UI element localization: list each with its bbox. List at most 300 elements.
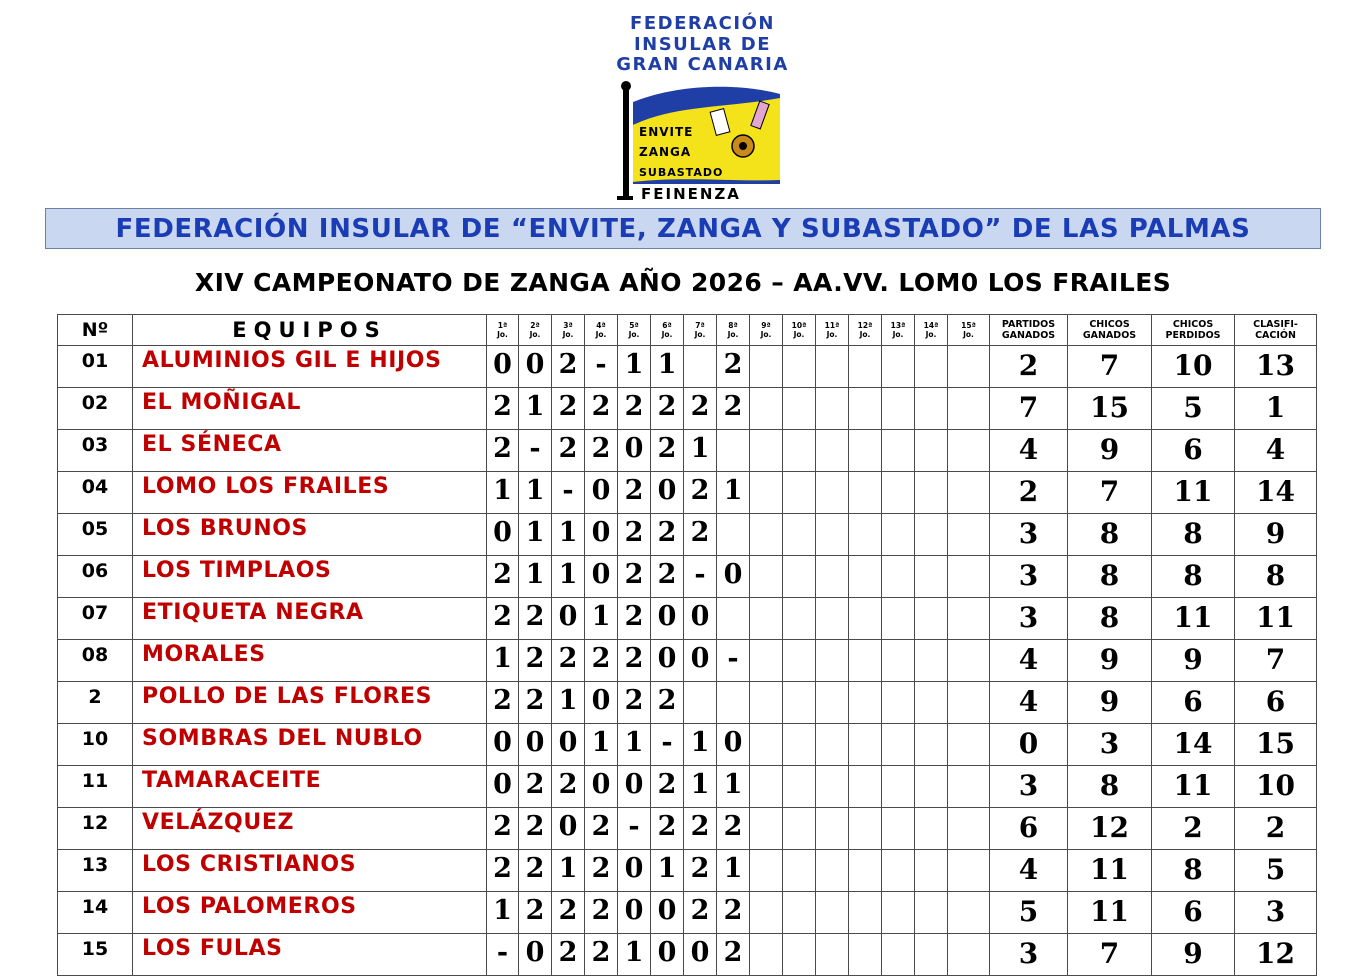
chicos-perdidos-value: 9	[1152, 934, 1235, 976]
round-result: 0	[684, 934, 717, 976]
round-result	[915, 640, 948, 682]
round-result: 0	[618, 892, 651, 934]
round-result: 2	[519, 766, 552, 808]
round-result: 2	[618, 514, 651, 556]
header-round-1-line-1: 1ª	[497, 321, 508, 330]
round-result: 2	[585, 850, 618, 892]
round-result: 2	[519, 598, 552, 640]
chicos-ganados-value: 11	[1068, 850, 1152, 892]
team-number: 05	[58, 514, 133, 556]
round-result	[948, 892, 990, 934]
round-result: 2	[618, 682, 651, 724]
round-result	[783, 892, 816, 934]
chicos-perdidos-value: 6	[1152, 430, 1235, 472]
round-result	[849, 934, 882, 976]
header-round-12	[849, 315, 882, 346]
round-result: -	[651, 724, 684, 766]
header-round-8-line-2: Jo.	[727, 330, 739, 339]
chicos-perdidos-value: 11	[1152, 472, 1235, 514]
header-round-5	[618, 315, 651, 346]
round-result: 1	[552, 682, 585, 724]
round-result: -	[552, 472, 585, 514]
round-result	[816, 934, 849, 976]
round-result: 2	[552, 892, 585, 934]
round-result	[684, 346, 717, 388]
round-result	[948, 724, 990, 766]
round-result	[816, 640, 849, 682]
team-number: 2	[58, 682, 133, 724]
round-result	[816, 472, 849, 514]
header-round-6-line-1: 6ª	[662, 321, 672, 330]
header-teams: EQUIPOS	[133, 315, 487, 346]
header-clasificacion-line-2: CACIÓN	[1255, 330, 1296, 341]
round-result	[882, 598, 915, 640]
header-round-1-line-2: Jo.	[497, 330, 508, 339]
round-result: 1	[487, 640, 519, 682]
round-result: 1	[552, 556, 585, 598]
header-chicos-perdidos-line-1: CHICOS	[1172, 319, 1214, 330]
partidos-ganados-value: 3	[990, 766, 1068, 808]
round-result: 1	[519, 388, 552, 430]
team-number: 14	[58, 892, 133, 934]
round-result: 2	[717, 934, 750, 976]
clasificacion-value: 1	[1235, 388, 1317, 430]
header-round-12-line-1: 12ª	[857, 321, 873, 330]
round-result	[816, 430, 849, 472]
header-round-4-line-1: 4ª	[596, 321, 606, 330]
emblem-word-feinenza: FEINENZA	[641, 185, 741, 202]
round-result: 0	[552, 808, 585, 850]
team-name: LOS PALOMEROS	[133, 892, 487, 934]
clasificacion-value: 4	[1235, 430, 1317, 472]
table-row	[58, 430, 1317, 472]
header-chicos-ganados-line-1: CHICOS	[1089, 319, 1130, 330]
federation-emblem-icon	[615, 80, 785, 202]
chicos-perdidos-value: 8	[1152, 850, 1235, 892]
round-result	[816, 724, 849, 766]
round-result: 2	[684, 892, 717, 934]
round-result	[915, 430, 948, 472]
round-result	[750, 640, 783, 682]
round-result	[816, 598, 849, 640]
round-result: 1	[618, 724, 651, 766]
round-result	[783, 514, 816, 556]
header-partidos-ganados	[990, 315, 1068, 346]
round-result	[882, 346, 915, 388]
round-result: 1	[618, 934, 651, 976]
round-result	[783, 598, 816, 640]
round-result: 2	[585, 388, 618, 430]
team-name: ALUMINIOS GIL E HIJOS	[133, 346, 487, 388]
header-round-6	[651, 315, 684, 346]
round-result	[915, 472, 948, 514]
round-result	[948, 640, 990, 682]
round-result	[882, 892, 915, 934]
clasificacion-value: 6	[1235, 682, 1317, 724]
round-result: 0	[519, 346, 552, 388]
header-round-3-line-2: Jo.	[562, 330, 574, 339]
emblem-word-subastado: SUBASTADO	[639, 166, 724, 179]
team-number: 13	[58, 850, 133, 892]
round-result	[750, 850, 783, 892]
clasificacion-value: 7	[1235, 640, 1317, 682]
round-result	[717, 598, 750, 640]
partidos-ganados-value: 3	[990, 934, 1068, 976]
header-round-4-line-2: Jo.	[595, 330, 607, 339]
round-result: 2	[487, 556, 519, 598]
round-result: 1	[651, 850, 684, 892]
logo-title-line-3: GRAN CANARIA	[616, 54, 789, 75]
chicos-ganados-value: 8	[1068, 766, 1152, 808]
partidos-ganados-value: 3	[990, 598, 1068, 640]
clasificacion-value: 11	[1235, 598, 1317, 640]
round-result	[915, 934, 948, 976]
chicos-ganados-value: 7	[1068, 346, 1152, 388]
partidos-ganados-value: 4	[990, 640, 1068, 682]
round-result	[783, 766, 816, 808]
table-row	[58, 850, 1317, 892]
round-result: 2	[519, 850, 552, 892]
header-round-11-line-2: Jo.	[826, 330, 838, 339]
table-row	[58, 934, 1317, 976]
round-result	[882, 724, 915, 766]
round-result: 0	[717, 724, 750, 766]
header-round-9-line-1: 9ª	[761, 321, 771, 330]
round-result	[948, 682, 990, 724]
round-result: 2	[618, 640, 651, 682]
round-result	[915, 556, 948, 598]
chicos-ganados-value: 8	[1068, 598, 1152, 640]
round-result	[684, 682, 717, 724]
partidos-ganados-value: 3	[990, 514, 1068, 556]
round-result	[948, 808, 990, 850]
round-result: 2	[651, 388, 684, 430]
team-number: 10	[58, 724, 133, 766]
header-round-14	[915, 315, 948, 346]
header-round-10-line-1: 10ª	[791, 321, 807, 330]
chicos-perdidos-value: 9	[1152, 640, 1235, 682]
round-result: 2	[684, 850, 717, 892]
round-result: 2	[651, 766, 684, 808]
header-round-9	[750, 315, 783, 346]
round-result	[849, 850, 882, 892]
team-name: MORALES	[133, 640, 487, 682]
partidos-ganados-value: 2	[990, 472, 1068, 514]
table-header-row	[58, 315, 1317, 346]
round-result	[915, 724, 948, 766]
team-number: 01	[58, 346, 133, 388]
round-result: 1	[519, 556, 552, 598]
round-result: 2	[552, 934, 585, 976]
clasificacion-value: 2	[1235, 808, 1317, 850]
round-result: 2	[552, 640, 585, 682]
header-partidos-ganados-line-1: PARTIDOS	[1001, 319, 1056, 330]
round-result	[882, 430, 915, 472]
header-round-15	[948, 315, 990, 346]
chicos-ganados-value: 8	[1068, 556, 1152, 598]
header-round-7-line-2: Jo.	[694, 330, 706, 339]
standings-table	[57, 314, 1317, 976]
header-round-10	[783, 315, 816, 346]
header-round-4	[585, 315, 618, 346]
header-chicos-perdidos	[1152, 315, 1235, 346]
round-result: 1	[552, 850, 585, 892]
chicos-ganados-value: 9	[1068, 682, 1152, 724]
chicos-perdidos-value: 6	[1152, 892, 1235, 934]
round-result	[849, 556, 882, 598]
header-round-8-line-1: 8ª	[728, 321, 738, 330]
round-result	[915, 346, 948, 388]
round-result: 0	[552, 724, 585, 766]
round-result: 2	[552, 766, 585, 808]
round-result	[816, 808, 849, 850]
round-result	[816, 892, 849, 934]
header-round-3-line-1: 3ª	[563, 321, 573, 330]
header-round-8	[717, 315, 750, 346]
partidos-ganados-value: 0	[990, 724, 1068, 766]
round-result	[816, 388, 849, 430]
chicos-ganados-value: 12	[1068, 808, 1152, 850]
round-result: 1	[487, 472, 519, 514]
round-result: 0	[519, 934, 552, 976]
round-result: 1	[618, 346, 651, 388]
team-name: LOMO LOS FRAILES	[133, 472, 487, 514]
team-number: 02	[58, 388, 133, 430]
team-name: LOS BRUNOS	[133, 514, 487, 556]
round-result	[882, 682, 915, 724]
round-result	[750, 556, 783, 598]
round-result	[849, 346, 882, 388]
team-name: LOS TIMPLAOS	[133, 556, 487, 598]
team-number: 12	[58, 808, 133, 850]
chicos-perdidos-value: 5	[1152, 388, 1235, 430]
round-result	[915, 682, 948, 724]
round-result: 0	[585, 514, 618, 556]
round-result	[948, 766, 990, 808]
header-round-13-line-1: 13ª	[890, 321, 906, 330]
table-row	[58, 808, 1317, 850]
championship-title: XIV CAMPEONATO DE ZANGA AÑO 2026 – AA.VV. LOM0 LOS FRAILES	[194, 268, 1172, 297]
round-result: 2	[585, 934, 618, 976]
round-result: 2	[585, 640, 618, 682]
round-result	[783, 346, 816, 388]
partidos-ganados-value: 2	[990, 346, 1068, 388]
round-result	[915, 892, 948, 934]
round-result	[750, 598, 783, 640]
round-result: 2	[651, 514, 684, 556]
team-number: 07	[58, 598, 133, 640]
round-result	[882, 808, 915, 850]
round-result: 2	[519, 892, 552, 934]
round-result: 2	[552, 388, 585, 430]
chicos-perdidos-value: 11	[1152, 766, 1235, 808]
clasificacion-value: 9	[1235, 514, 1317, 556]
chicos-perdidos-value: 10	[1152, 346, 1235, 388]
round-result: 2	[684, 472, 717, 514]
round-result: 1	[684, 724, 717, 766]
header-round-2	[519, 315, 552, 346]
table-row	[58, 346, 1317, 388]
clasificacion-value: 10	[1235, 766, 1317, 808]
round-result	[849, 388, 882, 430]
round-result	[849, 430, 882, 472]
chicos-perdidos-value: 11	[1152, 598, 1235, 640]
team-number: 08	[58, 640, 133, 682]
round-result	[849, 472, 882, 514]
round-result: 2	[684, 808, 717, 850]
table-row	[58, 640, 1317, 682]
round-result	[750, 766, 783, 808]
round-result: 1	[651, 346, 684, 388]
header-round-13-line-2: Jo.	[892, 330, 904, 339]
round-result	[750, 472, 783, 514]
round-result: -	[717, 640, 750, 682]
round-result: 2	[519, 682, 552, 724]
round-result	[948, 556, 990, 598]
round-result: -	[519, 430, 552, 472]
round-result	[816, 514, 849, 556]
round-result: 2	[585, 430, 618, 472]
clasificacion-value: 3	[1235, 892, 1317, 934]
round-result	[816, 682, 849, 724]
round-result	[948, 598, 990, 640]
team-number: 04	[58, 472, 133, 514]
round-result: 2	[618, 472, 651, 514]
round-result	[882, 472, 915, 514]
table-row	[58, 892, 1317, 934]
clasificacion-value: 8	[1235, 556, 1317, 598]
round-result	[783, 640, 816, 682]
round-result	[783, 934, 816, 976]
header-clasificacion	[1235, 315, 1317, 346]
round-result: 2	[618, 556, 651, 598]
round-result	[849, 724, 882, 766]
round-result: 2	[487, 598, 519, 640]
round-result: 0	[684, 598, 717, 640]
logo-title	[595, 14, 810, 76]
partidos-ganados-value: 6	[990, 808, 1068, 850]
header-round-1	[487, 315, 519, 346]
round-result: 2	[487, 850, 519, 892]
round-result: 0	[651, 934, 684, 976]
round-result	[750, 934, 783, 976]
round-result	[783, 850, 816, 892]
round-result: 0	[651, 892, 684, 934]
round-result: 1	[585, 724, 618, 766]
round-result	[816, 850, 849, 892]
round-result: 1	[717, 472, 750, 514]
round-result	[783, 430, 816, 472]
round-result: 2	[684, 514, 717, 556]
round-result: 2	[684, 388, 717, 430]
team-name: ETIQUETA NEGRA	[133, 598, 487, 640]
round-result	[849, 892, 882, 934]
clasificacion-value: 12	[1235, 934, 1317, 976]
round-result	[849, 808, 882, 850]
team-number: 03	[58, 430, 133, 472]
header-round-5-line-1: 5ª	[629, 321, 639, 330]
round-result	[849, 766, 882, 808]
table-row	[58, 388, 1317, 430]
logo-title-line-2: INSULAR DE	[633, 33, 772, 55]
team-number: 15	[58, 934, 133, 976]
round-result	[948, 388, 990, 430]
round-result: 2	[519, 808, 552, 850]
partidos-ganados-value: 7	[990, 388, 1068, 430]
header-round-9-line-2: Jo.	[760, 330, 772, 339]
round-result: 2	[717, 346, 750, 388]
round-result: 0	[618, 430, 651, 472]
round-result	[882, 388, 915, 430]
round-result: 2	[552, 346, 585, 388]
round-result: 0	[487, 514, 519, 556]
clasificacion-value: 14	[1235, 472, 1317, 514]
header-chicos-ganados	[1068, 315, 1152, 346]
emblem-word-envite: ENVITE	[639, 125, 694, 139]
round-result: 0	[618, 766, 651, 808]
table-row	[58, 472, 1317, 514]
round-result: 1	[519, 514, 552, 556]
round-result	[882, 766, 915, 808]
table-row	[58, 514, 1317, 556]
header-round-11-line-1: 11ª	[824, 321, 840, 330]
round-result	[915, 388, 948, 430]
round-result	[750, 682, 783, 724]
header-round-2-line-1: 2ª	[530, 321, 540, 330]
round-result	[750, 724, 783, 766]
round-result: 0	[585, 472, 618, 514]
round-result: 1	[684, 766, 717, 808]
header-chicos-perdidos-line-2: PERDIDOS	[1165, 330, 1221, 341]
round-result: 0	[552, 598, 585, 640]
round-result	[783, 556, 816, 598]
round-result	[849, 514, 882, 556]
header-round-2-line-2: Jo.	[529, 330, 541, 339]
round-result	[783, 388, 816, 430]
round-result: 2	[552, 430, 585, 472]
team-name: TAMARACEITE	[133, 766, 487, 808]
team-name: VELÁZQUEZ	[133, 808, 487, 850]
header-partidos-ganados-line-2: GANADOS	[1001, 330, 1056, 341]
round-result: 2	[717, 808, 750, 850]
header-round-14-line-1: 14ª	[923, 321, 939, 330]
round-result	[915, 850, 948, 892]
round-result: 2	[717, 892, 750, 934]
round-result	[717, 682, 750, 724]
round-result	[717, 514, 750, 556]
round-result	[849, 640, 882, 682]
table-row	[58, 724, 1317, 766]
round-result: 0	[585, 766, 618, 808]
round-result	[783, 472, 816, 514]
round-result: 1	[585, 598, 618, 640]
chicos-ganados-value: 7	[1068, 472, 1152, 514]
clasificacion-value: 13	[1235, 346, 1317, 388]
team-number: 11	[58, 766, 133, 808]
header-round-3	[552, 315, 585, 346]
round-result: 0	[487, 346, 519, 388]
team-name: POLLO DE LAS FLORES	[133, 682, 487, 724]
chicos-ganados-value: 11	[1068, 892, 1152, 934]
team-number: 06	[58, 556, 133, 598]
round-result	[750, 514, 783, 556]
chicos-ganados-value: 9	[1068, 640, 1152, 682]
round-result	[882, 556, 915, 598]
round-result: -	[618, 808, 651, 850]
round-result: 1	[487, 892, 519, 934]
header-round-6-line-2: Jo.	[661, 330, 673, 339]
chicos-perdidos-value: 8	[1152, 556, 1235, 598]
